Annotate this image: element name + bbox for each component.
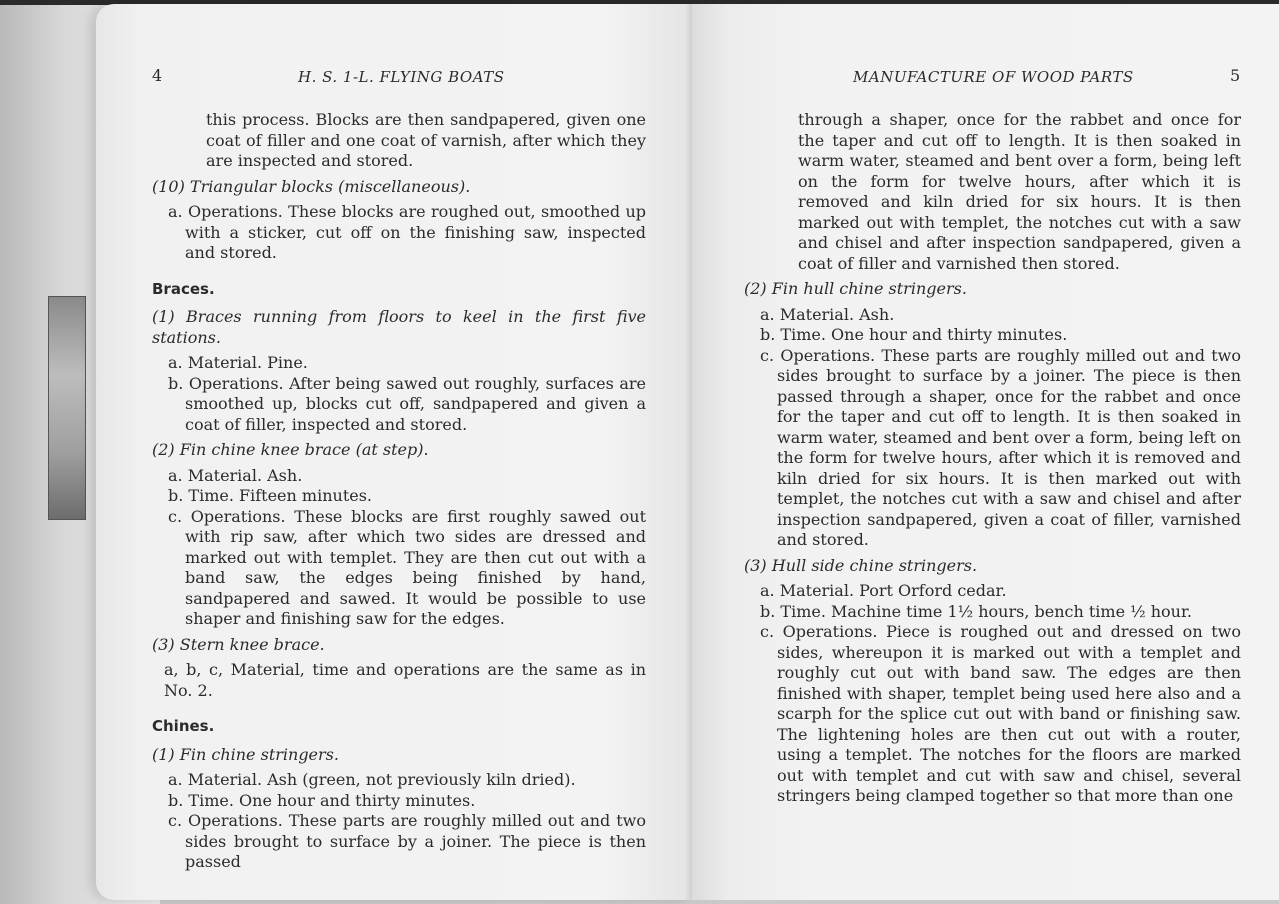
hull-side-chine-title: (3) Hull side chine stringers.	[744, 555, 978, 575]
braces-item-1-material: a. Material. Pine.	[168, 353, 308, 372]
braces-item-3-title: (3) Stern knee brace.	[152, 634, 325, 654]
book-cover-strip	[48, 296, 86, 520]
left-running-header: H. S. 1-L. FLYING BOATS	[298, 68, 505, 86]
hull-side-chine-operations: c. Operations. Piece is roughed out and dressed on two sides, whereupon it is marked out with a templet and roughly cut out with band saw. The edges are then finished with shaper, templet being used here also and a scarph for the splice cut out with band or finishing saw. The lightening holes are then cut out with a router, using a templet. The notches for the floors are marked out with templet and cut with saw and chisel, several stringers being clamped together so that more than one	[760, 622, 1241, 805]
hull-side-chine-material: a. Material. Port Orford cedar.	[760, 581, 1007, 600]
fin-hull-chine-material: a. Material. Ash.	[760, 304, 895, 324]
chines-item-1-material: a. Material. Ash (green, not previously kiln dried).	[168, 770, 576, 789]
chines-heading: Chines.	[152, 717, 215, 735]
braces-item-2-material: a. Material. Ash.	[168, 465, 303, 485]
braces-item-2-title: (2) Fin chine knee brace (at step).	[152, 440, 429, 459]
chines-item-1-title: (1) Fin chine stringers.	[152, 744, 339, 764]
braces-heading: Braces.	[152, 279, 215, 298]
right-page-number: 5	[1230, 66, 1241, 85]
left-page-text	[152, 110, 646, 878]
right-continuation-paragraph: through a shaper, once for the rabbet and once for the taper and cut off to length. It is then soaked in warm water, steamed and bent over a form, being left on the form for twelve hours, after which it is removed and kiln dried for six hours. It is then marked out with templet, the notches cut with a saw and chisel and after inspection sandpapered, given a coat of filler and varnished then stored.	[798, 110, 1241, 273]
chines-item-1-operations: c. Operations. These parts are roughly milled out and two sides brought to surface by a joiner. The piece is then passed	[168, 811, 646, 871]
hull-side-chine-time: b. Time. Machine time 1½ hours, bench time ½ hour.	[760, 601, 1192, 621]
braces-item-2-time: b. Time. Fifteen minutes.	[168, 486, 373, 505]
triangular-blocks-operations: a. Operations. These blocks are roughed out, smoothed up with a sticker, cut off on the finishing saw, inspected and stored.	[168, 202, 646, 262]
fin-hull-chine-operations: c. Operations. These parts are roughly milled out and two sides brought to surface by a joiner. The piece is then passed through a shaper, once for the rabbet and once for the taper and cut off to length. It is then soaked in warm water, steamed and bent over a form, being left on the form for twelve hours, after which it is removed and kiln dried for six hours. It is then marked out with templet, the notches cut with a saw and chisel and after inspection sandpapered, given a coat of filler, varnished and stored.	[760, 345, 1241, 549]
braces-item-2-operations: c. Operations. These blocks are first roughly sawed out with rip saw, after which two sides are dressed and marked out with templet. They are then cut out with a band saw, the edges being finished by hand, sandpapered and sawed. It would be possible to use shaper and finishing saw for the edges.	[168, 506, 646, 628]
braces-item-1-title: (1) Braces running from floors to keel in the first five stations.	[152, 307, 646, 347]
braces-item-1-operations: b. Operations. After being sawed out roughly, surfaces are smoothed up, blocks cut off, sandpapered and given a coat of filler, inspected and stored.	[168, 373, 646, 434]
triangular-blocks-title: (10) Triangular blocks (miscellaneous).	[152, 176, 471, 196]
fin-hull-chine-title: (2) Fin hull chine stringers.	[744, 279, 967, 298]
right-running-header: MANUFACTURE OF WOOD PARTS	[853, 68, 1134, 86]
left-continuation-paragraph: this process. Blocks are then sandpapered, given one coat of filler and one coat of varnish, after which they are inspected and stored.	[206, 110, 646, 170]
fin-hull-chine-time: b. Time. One hour and thirty minutes.	[760, 325, 1068, 344]
chines-item-1-time: b. Time. One hour and thirty minutes.	[168, 790, 476, 810]
right-page-text	[744, 110, 1241, 812]
braces-item-3-body: a, b, c, Material, time and operations are the same as in No. 2.	[164, 660, 646, 700]
left-page-number: 4	[152, 66, 163, 85]
